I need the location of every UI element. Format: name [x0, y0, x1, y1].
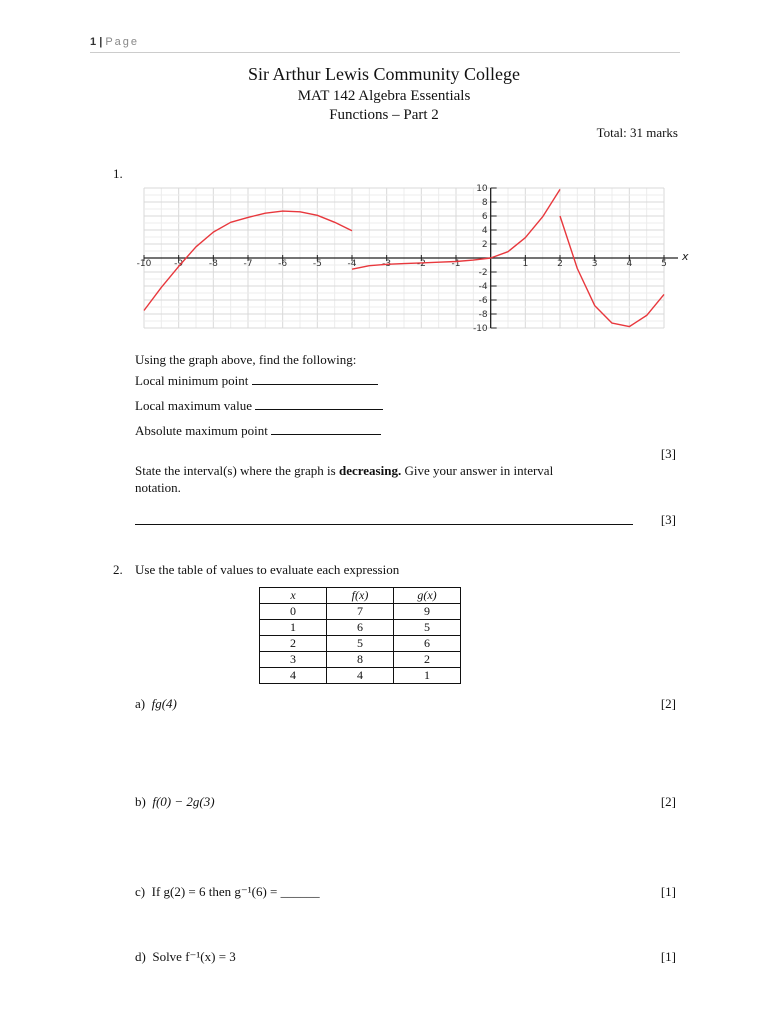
- x-axis-label: x: [682, 250, 689, 263]
- table-row: [260, 636, 461, 652]
- y-tick-label: 6: [481, 212, 488, 222]
- q2-part-a-mark: [2]: [660, 696, 676, 711]
- table-cell: 6: [327, 620, 394, 636]
- table-header-cell: g(x): [394, 588, 461, 604]
- total-marks: Total: 31 marks: [596, 125, 678, 140]
- table-cell: 2: [394, 652, 461, 668]
- q2-part-d-mark: [1]: [660, 949, 676, 964]
- table-cell: 9: [394, 604, 461, 620]
- q1-item-abs-max: Absolute maximum point: [135, 423, 381, 439]
- table-cell: 1: [394, 668, 461, 684]
- x-tick-label: -5: [312, 259, 322, 269]
- q1-item-local-min: Local minimum point: [135, 373, 378, 389]
- page-number: 1: [90, 36, 97, 48]
- x-tick-label: -8: [208, 259, 218, 269]
- table-cell: 5: [394, 620, 461, 636]
- function-graph: [136, 180, 696, 340]
- college-title: Sir Arthur Lewis Community College: [248, 64, 520, 84]
- q1-decreasing-prompt-line2: notation.: [135, 480, 181, 495]
- answer-blank[interactable]: [255, 398, 383, 410]
- y-tick-label: -6: [478, 296, 488, 306]
- table-cell: 2: [260, 636, 327, 652]
- table-cell: 5: [327, 636, 394, 652]
- q2-part-c-mark: [1]: [660, 884, 676, 899]
- page-separator: |: [99, 36, 103, 48]
- x-tick-label: -7: [243, 259, 253, 269]
- x-tick-label: 4: [626, 259, 633, 269]
- course-title: MAT 142 Algebra Essentials: [297, 88, 471, 104]
- y-tick-label: -8: [478, 310, 488, 320]
- x-tick-label: -6: [278, 259, 288, 269]
- y-tick-label: 8: [481, 198, 488, 208]
- q2-part-c: c) If g(2) = 6 then g⁻¹(6) = ______: [135, 884, 320, 899]
- y-tick-label: 4: [481, 226, 488, 236]
- table-row: [260, 604, 461, 620]
- q1-item-local-max: Local maximum value: [135, 398, 383, 414]
- q2-instruction: Use the table of values to evaluate each expression: [135, 562, 400, 577]
- table-cell: 7: [327, 604, 394, 620]
- question-1-number: 1.: [113, 166, 123, 181]
- table-row: [260, 620, 461, 636]
- values-table: [259, 587, 461, 684]
- q2-part-b-mark: [2]: [660, 794, 676, 809]
- answer-blank[interactable]: [252, 373, 378, 385]
- table-cell: 0: [260, 604, 327, 620]
- table-header-row: [260, 588, 461, 604]
- table-cell: 1: [260, 620, 327, 636]
- table-cell: 8: [327, 652, 394, 668]
- x-tick-label: 3: [591, 259, 598, 269]
- page-header: [90, 36, 139, 48]
- x-tick-label: -3: [382, 259, 392, 269]
- y-tick-label: -10: [472, 324, 488, 334]
- table-row: [260, 668, 461, 684]
- q1-mark-b: [3]: [660, 512, 676, 527]
- header-divider: [90, 52, 680, 53]
- y-tick-label: -4: [478, 282, 488, 292]
- table-cell: 4: [260, 668, 327, 684]
- q2-part-d: d) Solve f⁻¹(x) = 3: [135, 949, 236, 964]
- decreasing-answer-line[interactable]: [135, 524, 633, 525]
- q2-part-a: a) fg(4): [135, 696, 177, 711]
- x-tick-label: -4: [347, 259, 357, 269]
- page-word: Page: [105, 36, 140, 48]
- table-cell: 6: [394, 636, 461, 652]
- q1-mark-a: [3]: [660, 446, 676, 461]
- table-row: [260, 652, 461, 668]
- q2-part-b: b) f(0) − 2g(3): [135, 794, 215, 809]
- x-tick-label: -10: [136, 259, 152, 269]
- y-tick-label: -2: [478, 268, 488, 278]
- table-header-cell: f(x): [327, 588, 394, 604]
- q1-intro: Using the graph above, find the following:: [135, 352, 357, 367]
- x-tick-label: 2: [557, 259, 563, 269]
- x-tick-label: -1: [451, 259, 461, 269]
- q1-decreasing-prompt: State the interval(s) where the graph is decreasing. Give your answer in interval: [135, 463, 554, 478]
- table-cell: 3: [260, 652, 327, 668]
- x-tick-label: 5: [661, 259, 667, 269]
- y-tick-label: 2: [481, 240, 488, 250]
- x-tick-label: 1: [522, 259, 529, 269]
- question-2-number: 2.: [113, 562, 123, 577]
- table-cell: 4: [327, 668, 394, 684]
- topic-title: Functions – Part 2: [329, 107, 439, 123]
- y-tick-label: 10: [476, 184, 488, 194]
- answer-blank[interactable]: [271, 423, 381, 435]
- table-header-cell: x: [260, 588, 327, 604]
- x-tick-label: -9: [174, 259, 184, 269]
- x-tick-label: -2: [416, 259, 426, 269]
